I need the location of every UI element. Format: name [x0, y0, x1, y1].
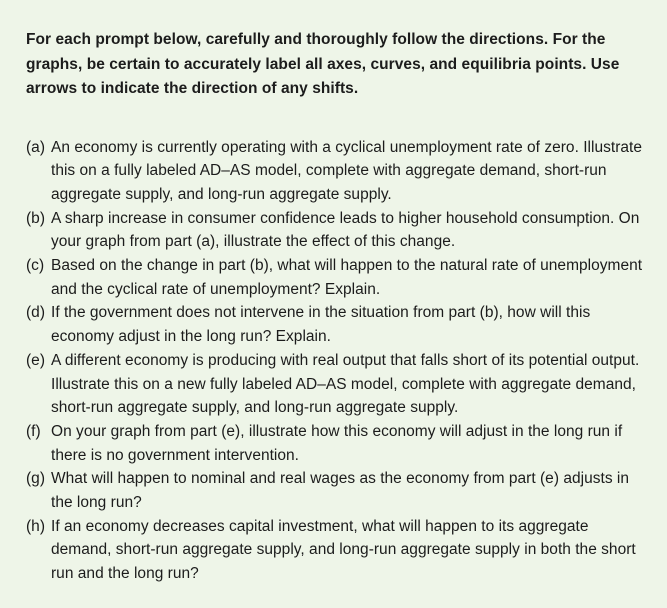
prompt-item-c: [26, 254, 651, 301]
prompt-marker: (h): [26, 517, 46, 535]
prompt-text: An economy is currently operating with a cyclical unemployment rate of zero. Illustrate this on a fully labeled AD–AS model, complete with aggregate demand, short-run aggregate supply, and long-run aggregate supply.: [51, 138, 643, 203]
prompt-text: What will happen to nominal and real wages as the economy from part (e) adjusts in the long run?: [51, 470, 630, 512]
prompt-item-g: [26, 467, 651, 514]
prompt-item-d: [26, 301, 651, 348]
prompt-item-h: [26, 515, 651, 586]
prompt-marker: (c): [26, 257, 45, 275]
prompt-list: [26, 136, 651, 586]
prompt-marker: (a): [26, 138, 46, 156]
prompt-marker: (d): [26, 304, 46, 322]
prompt-item-a: [26, 136, 651, 207]
instructions-text: For each prompt below, carefully and thoroughly follow the directions. For the graphs, be certain to accurately label all axes, curves, and equilibria points. Use arrows to indicate the direction of any shifts.: [26, 31, 620, 97]
prompt-marker: (f): [26, 422, 41, 440]
prompt-text: If an economy decreases capital investment, what will happen to its aggregate demand, short-run aggregate supply, and long-run aggregate supply in both the short run and the long run?: [51, 517, 636, 583]
prompt-marker: (b): [26, 209, 46, 227]
prompt-item-f: [26, 420, 651, 467]
prompt-text: A different economy is producing with real output that falls short of its potential output. Illustrate this on a new fully labeled AD–AS model, complete with aggregate demand, short-run aggregate supply, and long-run aggregate supply.: [51, 351, 640, 417]
prompt-text: Based on the change in part (b), what will happen to the natural rate of unemployment and the cyclical rate of unemployment? Explain.: [51, 257, 643, 298]
prompt-text: A sharp increase in consumer confidence leads to higher household consumption. On your graph from part (a), illustrate the effect of this change.: [51, 209, 640, 251]
prompt-text: On your graph from part (e), illustrate how this economy will adjust in the long run if there is no government intervention.: [51, 422, 623, 464]
prompt-item-b: [26, 207, 651, 254]
prompt-marker: (g): [26, 470, 46, 488]
prompt-text: If the government does not intervene in the situation from part (b), how will this economy adjust in the long run? Explain.: [51, 304, 591, 346]
prompt-marker: (e): [26, 351, 46, 369]
prompt-item-e: [26, 349, 651, 420]
